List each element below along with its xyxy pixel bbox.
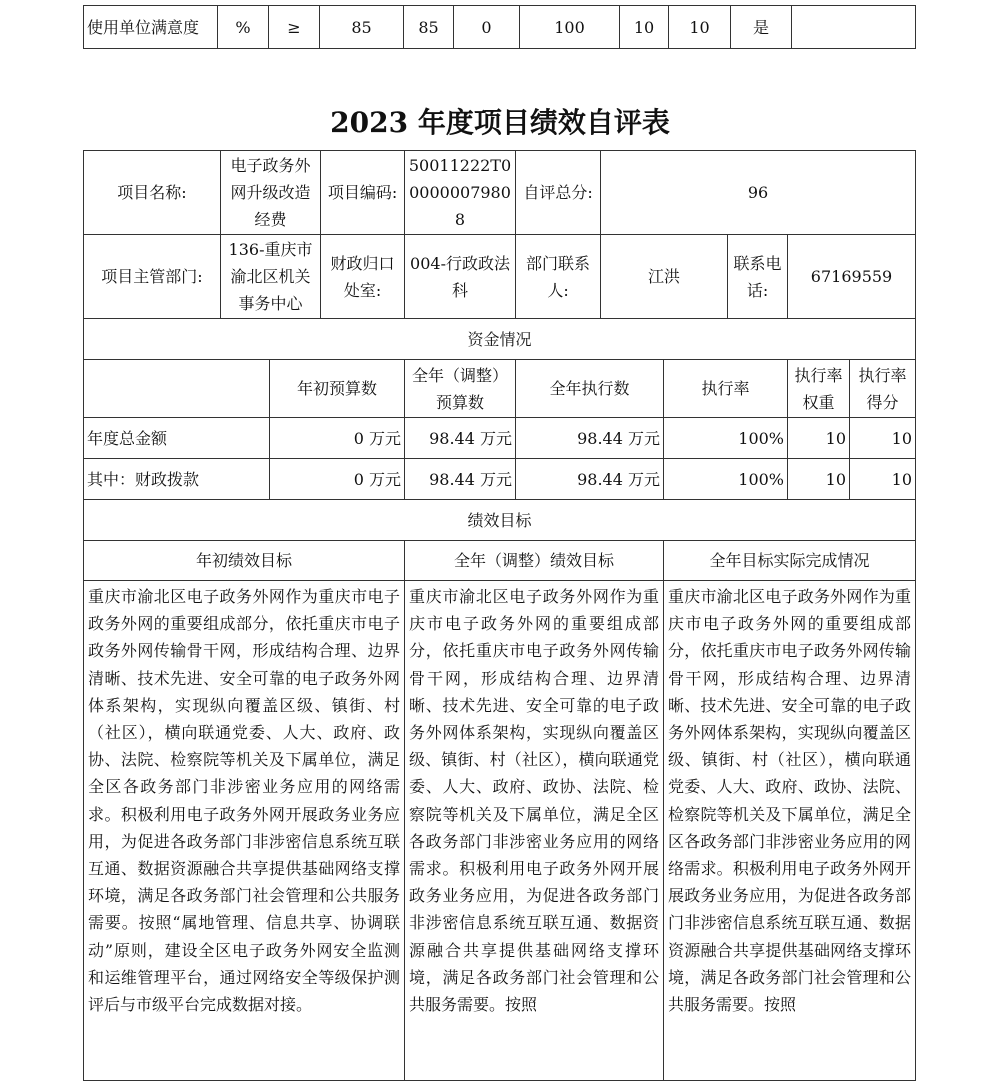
dept-label: 项目主管部门:	[84, 235, 221, 319]
funds-row-label: 年度总金额	[84, 418, 270, 459]
total-score-label: 自评总分:	[516, 151, 601, 235]
project-code-label: 项目编码:	[321, 151, 405, 235]
funds-initial: 0 万元	[270, 459, 405, 500]
indicator-actual: 0	[454, 6, 520, 49]
contact-label: 部门联系人:	[516, 235, 601, 319]
goals-header-adjusted: 全年（调整）绩效目标	[405, 541, 664, 581]
funds-header-executed: 全年执行数	[516, 360, 664, 418]
table-row	[84, 151, 916, 235]
funds-header-score: 执行率得分	[850, 360, 916, 418]
evaluation-table	[83, 150, 916, 1081]
phone-number: 67169559	[788, 235, 916, 319]
goals-header-actual: 全年目标实际完成情况	[664, 541, 916, 581]
table-row	[84, 500, 916, 541]
project-name-label: 项目名称:	[84, 151, 221, 235]
funds-header-adjusted: 全年（调整）预算数	[405, 360, 516, 418]
finance-label: 财政归口处室:	[321, 235, 405, 319]
goals-section-title: 绩效目标	[84, 500, 916, 541]
table-row	[84, 459, 916, 500]
funds-adjusted: 98.44 万元	[405, 418, 516, 459]
table-row	[84, 6, 916, 49]
funds-weight: 10	[788, 418, 850, 459]
indicator-completion: 100	[520, 6, 620, 49]
table-row	[84, 581, 916, 1081]
funds-score: 10	[850, 418, 916, 459]
table-row	[84, 541, 916, 581]
indicator-weight: 10	[620, 6, 669, 49]
table-row	[84, 319, 916, 360]
funds-header-rate: 执行率	[664, 360, 788, 418]
project-code: 50011222T000000079808	[405, 151, 516, 235]
contact-person: 江洪	[601, 235, 728, 319]
project-name: 电子政务外网升级改造经费	[221, 151, 321, 235]
table-row	[84, 360, 916, 418]
funds-executed: 98.44 万元	[516, 418, 664, 459]
funds-score: 10	[850, 459, 916, 500]
funds-weight: 10	[788, 459, 850, 500]
funds-initial: 0 万元	[270, 418, 405, 459]
indicator-unit: %	[218, 6, 269, 49]
funds-adjusted: 98.44 万元	[405, 459, 516, 500]
goals-initial-text: 重庆市渝北区电子政务外网作为重庆市电子政务外网的重要组成部分，依托重庆市电子政务外网传输骨干网，形成结构合理、边界清晰、技术先进、安全可靠的电子政务外网体系架构，实现纵向覆盖区级、镇街、村（社区），横向联通党委、人大、政府、政协、法院、检察院等机关及下属单位，满足全区各政务部门非涉密业务应用的网络需求。积极利用电子政务外网开展政务业务应用，为促进各政务部门非涉密信息系统互联互通、数据资源融合共享提供基础网络支撑环境，满足各政务部门社会管理和公共服务需要。按照“属地管理、信息共享、协调联动”原则，建设全区电子政务外网安全监测和运维管理平台，通过网络安全等级保护测评后与市级平台完成数据对接。	[84, 581, 405, 1081]
table-row	[84, 235, 916, 319]
indicator-note	[792, 6, 916, 49]
indicator-table	[83, 5, 916, 49]
funds-header-blank	[84, 360, 270, 418]
indicator-score: 10	[669, 6, 731, 49]
indicator-achieved: 是	[731, 6, 792, 49]
funds-section-title: 资金情况	[84, 319, 916, 360]
indicator-name: 使用单位满意度	[84, 6, 218, 49]
funds-rate: 100%	[664, 418, 788, 459]
funds-executed: 98.44 万元	[516, 459, 664, 500]
funds-rate: 100%	[664, 459, 788, 500]
goals-actual-text: 重庆市渝北区电子政务外网作为重庆市电子政务外网的重要组成部分，依托重庆市电子政务外网传输骨干网，形成结构合理、边界清晰、技术先进、安全可靠的电子政务外网体系架构，实现纵向覆盖区级、镇街、村（社区），横向联通党委、人大、政府、政协、法院、检察院等机关及下属单位，满足全区各政务部门非涉密业务应用的网络需求。积极利用电子政务外网开展政务业务应用，为促进各政务部门非涉密信息系统互联互通、数据资源融合共享提供基础网络支撑环境，满足各政务部门社会管理和公共服务需要。按照	[664, 581, 916, 1081]
phone-label: 联系电话:	[728, 235, 788, 319]
page-title: 2023 年度项目绩效自评表	[330, 106, 670, 139]
indicator-target-full: 85	[404, 6, 454, 49]
indicator-target-start: 85	[320, 6, 404, 49]
goals-header-initial: 年初绩效目标	[84, 541, 405, 581]
table-row	[84, 418, 916, 459]
funds-header-weight: 执行率权重	[788, 360, 850, 418]
goals-adjusted-text: 重庆市渝北区电子政务外网作为重庆市电子政务外网的重要组成部分，依托重庆市电子政务外网传输骨干网，形成结构合理、边界清晰、技术先进、安全可靠的电子政务外网体系架构，实现纵向覆盖区级、镇街、村（社区），横向联通党委、人大、政府、政协、法院、检察院等机关及下属单位，满足全区各政务部门非涉密业务应用的网络需求。积极利用电子政务外网开展政务业务应用，为促进各政务部门非涉密信息系统互联互通、数据资源融合共享提供基础网络支撑环境，满足各政务部门社会管理和公共服务需要。按照	[405, 581, 664, 1081]
total-score: 96	[601, 151, 916, 235]
funds-header-initial: 年初预算数	[270, 360, 405, 418]
funds-row-label: 其中：财政拨款	[84, 459, 270, 500]
finance-office: 004-行政政法科	[405, 235, 516, 319]
dept: 136-重庆市渝北区机关事务中心	[221, 235, 321, 319]
indicator-operator: ≥	[269, 6, 320, 49]
